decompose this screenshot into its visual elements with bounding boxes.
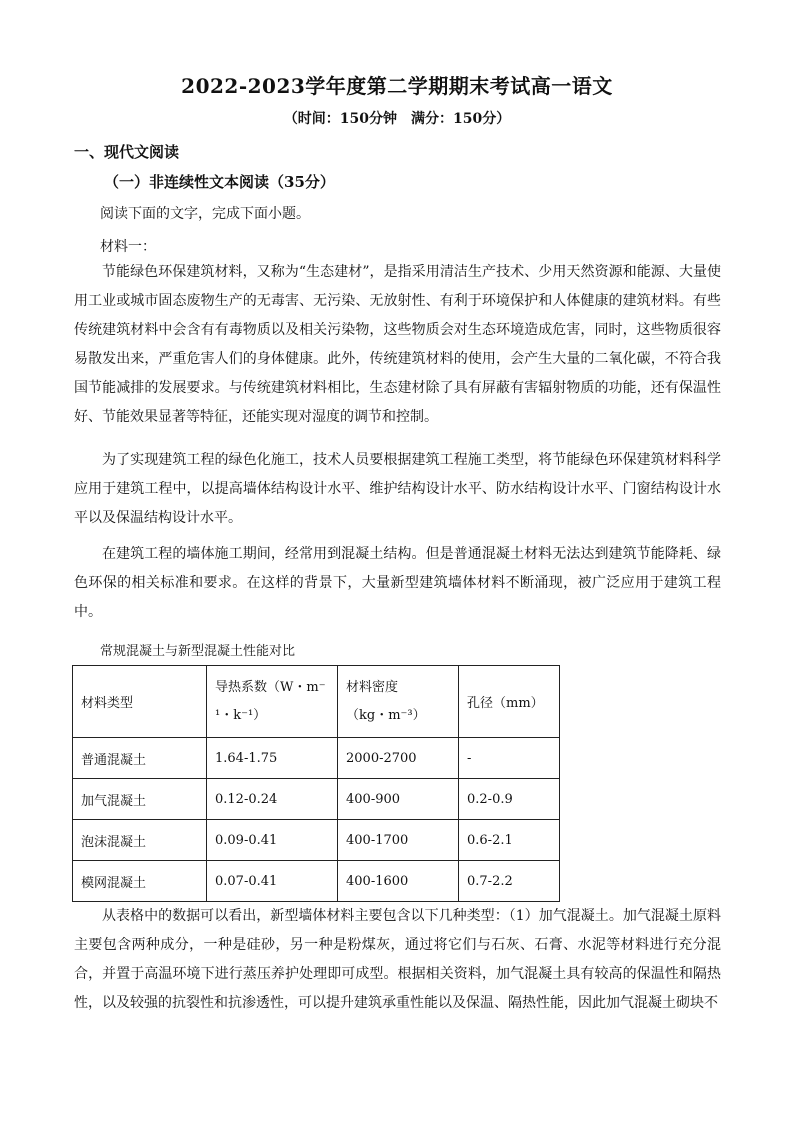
cell-density: 400-900 xyxy=(338,779,459,820)
material-label: 材料一： xyxy=(100,239,156,255)
header-conductivity-line2: ¹・k⁻¹） xyxy=(215,707,267,723)
cell-type: 加气混凝土 xyxy=(73,779,207,820)
table-row xyxy=(73,738,560,779)
header-pore-size: 孔径（mm） xyxy=(459,666,560,738)
header-density-line2: （kg・m⁻³） xyxy=(346,707,426,723)
table-row xyxy=(73,779,560,820)
cell-type: 模网混凝土 xyxy=(73,861,207,902)
header-density-line1: 材料密度 xyxy=(346,679,399,695)
cell-density: 400-1700 xyxy=(338,820,459,861)
cell-density: 2000-2700 xyxy=(338,738,459,779)
paragraph-1: 节能绿色环保建筑材料，又称为“生态建材”，是指采用清洁生产技术、少用天然资源和能源、大量使用工业或城市固态废物生产的无毒害、无污染、无放射性、有利于环境保护和人体健康的建筑材料。有些传统建筑材料中会含有有毒物质以及相关污染物，这些物质会对生态环境造成危害，同时，这些物质很容易散发出来，严重危害人们的身体健康。此外，传统建筑材料的使用，会产生大量的二氧化碳，不符合我国节能减排的发展要求。与传统建筑材料相比，生态建材除了具有屏蔽有害辐射物质的功能，还有保温性好、节能效果显著等特征，还能实现对湿度的调节和控制。 xyxy=(74,264,721,425)
cell-type: 普通混凝土 xyxy=(73,738,207,779)
header-material-type: 材料类型 xyxy=(73,666,207,738)
reading-instruction: 阅读下面的文字，完成下面小题。 xyxy=(100,206,310,222)
exam-time-score: （时间：150分钟 满分：150分） xyxy=(283,111,511,127)
header-thermal-conductivity xyxy=(207,666,338,738)
cell-pore: 0.6-2.1 xyxy=(459,820,560,861)
cell-conductivity: 0.07-0.41 xyxy=(207,861,338,902)
paragraph-4: 从表格中的数据可以看出，新型墙体材料主要包含以下几种类型：（1）加气混凝土。加气混凝土原料主要包含两种成分，一种是硅砂，另一种是粉煤灰，通过将它们与石灰、石膏、水泥等材料进行充分混合，并置于高温环境下进行蒸压养护处理即可成型。根据相关资料，加气混凝土具有较高的保温性和隔热性，以及较强的抗裂性和抗渗透性，可以提升建筑承重性能以及保温、隔热性能，因此加气混凝土砌块不 xyxy=(74,908,721,1011)
cell-pore: 0.2-0.9 xyxy=(459,779,560,820)
section-heading: 一、现代文阅读 xyxy=(74,143,180,161)
cell-pore: - xyxy=(459,738,560,779)
exam-title: 2022-2023学年度第二学期期末考试高一语文 xyxy=(181,74,613,98)
header-conductivity-line1: 导热系数（W・m⁻ xyxy=(215,679,326,695)
cell-density: 400-1600 xyxy=(338,861,459,902)
paragraph-3: 在建筑工程的墙体施工期间，经常用到混凝土结构。但是普通混凝土材料无法达到建筑节能降耗、绿色环保的相关标准和要求。在这样的背景下，大量新型建筑墙体材料不断涌现，被广泛应用于建筑工程中。 xyxy=(74,546,721,620)
table-row xyxy=(73,820,560,861)
cell-conductivity: 0.09-0.41 xyxy=(207,820,338,861)
header-density xyxy=(338,666,459,738)
table-caption: 常规混凝土与新型混凝土性能对比 xyxy=(100,644,296,659)
paragraph-2: 为了实现建筑工程的绿色化施工，技术人员要根据建筑工程施工类型，将节能绿色环保建筑材料科学应用于建筑工程中，以提高墙体结构设计水平、维护结构设计水平、防水结构设计水平、门窗结构设计水平以及保温结构设计水平。 xyxy=(74,452,721,526)
table-header-row xyxy=(73,666,560,738)
table-row xyxy=(73,861,560,902)
cell-conductivity: 0.12-0.24 xyxy=(207,779,338,820)
cell-conductivity: 1.64-1.75 xyxy=(207,738,338,779)
subsection-heading: （一）非连续性文本阅读（35分） xyxy=(104,173,335,191)
concrete-comparison-table xyxy=(72,665,560,902)
cell-type: 泡沫混凝土 xyxy=(73,820,207,861)
cell-pore: 0.7-2.2 xyxy=(459,861,560,902)
